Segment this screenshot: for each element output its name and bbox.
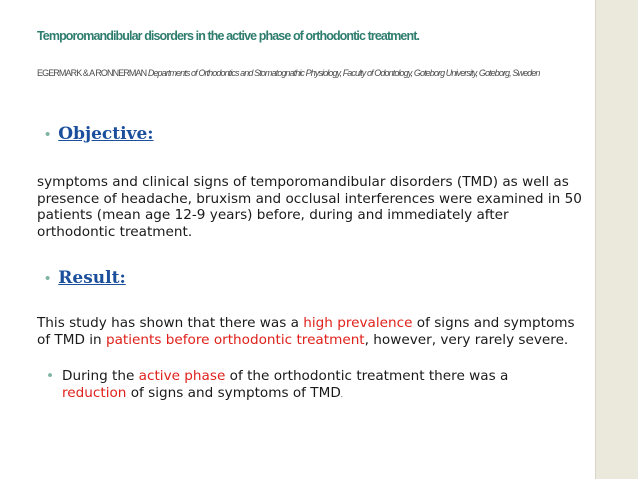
objective-label: Objective: <box>58 124 154 144</box>
result-text-part: , however, very rarely severe. <box>364 331 569 348</box>
result-label: Result: <box>58 268 126 288</box>
highlight-patients-before-treatment: patients before orthodontic treatment <box>105 331 365 348</box>
slide-title: Temporomandibular disorders in the active phase of orthodontic treatment. <box>37 29 420 43</box>
authors-line <box>37 66 565 80</box>
decorative-side-bar <box>595 0 638 479</box>
objective-text: symptoms and clinical signs of temporomandibular disorders (TMD) as well as presence of headache, bruxism and occlusal interferences were examined in 50 patients (mean age 12-9 years) before, during and immediately after orthodontic treatment. <box>37 174 582 240</box>
result-sub-bullet <box>46 368 566 403</box>
author-names: EGERMARK & A RONNERMAN <box>37 68 148 78</box>
highlight-active-phase: active phase <box>138 368 226 384</box>
highlight-reduction: reduction <box>62 384 127 401</box>
sub-bullet-text-part: of the orthodontic treatment there was a <box>225 368 509 384</box>
result-text-part: of signs and symptoms of TMD in <box>37 315 575 348</box>
sub-bullet-text-part: of signs and symptoms of TMD <box>126 384 341 401</box>
bullet-icon: • <box>46 368 55 384</box>
objective-heading <box>45 124 154 144</box>
result-heading <box>45 268 126 288</box>
result-text-part: This study has shown that there was a <box>37 315 304 331</box>
author-affiliation: Departments of Orthodontics and Stomatognathic Physiology, Faculty of Odontology, Goteborg University, Goteborg, Sweden <box>147 68 540 78</box>
highlight-high-prevalence: high prevalence <box>303 315 413 331</box>
bullet-icon: • <box>45 126 51 143</box>
sub-bullet-end: . <box>340 390 344 399</box>
sub-bullet-text-part: During the <box>62 368 139 384</box>
result-text <box>37 315 577 348</box>
bullet-icon: • <box>45 270 51 287</box>
